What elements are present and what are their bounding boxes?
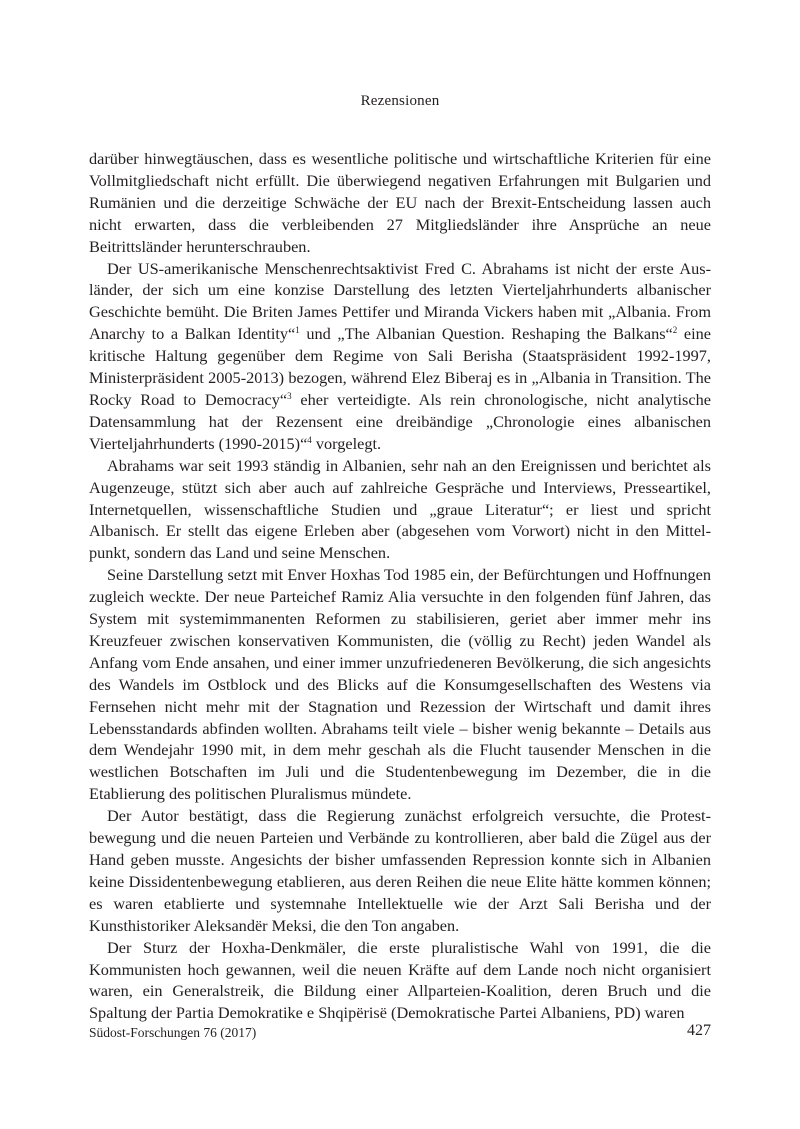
text-run: Der US-amerikanische Menschenrechtsaktivist Fred C. Abrahams ist nicht der erste Ausländer, der sich um eine konzise Darstellung des letzten Vierteljahrhunderts albanischer Geschichte bemüht. Die Briten James Pettifer und Miranda Vickers haben mit „Albania. From Anarchy to a Balkan Identity“: [89, 258, 711, 344]
footnote-marker: 1: [295, 325, 300, 336]
text-run: Abrahams war seit 1993 ständig in Albanien, sehr nah an den Ereignissen und berichtet als Augenzeuge, stützt sich aber auch auf zahlreiche Gespräche und Interviews, Presseartikel, Internetquellen, wissenschaftliche Studien und „graue Literatur“; er liest und spricht Albanisch. Er stellt das eigene Erleben aber (abgesehen vom Vorwort) nicht in den Mittelpunkt, sondern das Land und seine Menschen.: [89, 455, 711, 563]
text-run: Der Autor bestätigt, dass die Regierung zunächst erfolgreich versuchte, die Protestbewegung und die neuen Parteien und Verbände zu kontrollieren, aber bald die Zügel aus der Hand geben musste. Angesichts der bisher umfassenden Repression konnte sich in Albanien keine Dissidentenbewegung etablieren, aus deren Reihen die neue Elite hätte kommen können; es waren etablierte und systemnahe Intellektuelle wie der Arzt Sali Berisha und der Kunsthistoriker Aleksandër Meksi, die den Ton angaben.: [89, 806, 711, 935]
paragraph: [89, 455, 711, 565]
text-run: Seine Darstellung setzt mit Enver Hoxhas Tod 1985 ein, der Befürchtungen und Hoffnungen zugleich weckte. Der neue Parteichef Ramiz Alia versuchte in den folgenden fünf Jahren, das System mit systemimmanenten Reformen zu stabilisieren, geriet aber immer mehr ins Kreuzfeuer zwischen konservativen Kommunisten, die (völlig zu Recht) jeden Wandel als Anfang vom Ende ansahen, und einer immer unzufriedeneren Bevölkerung, die sich angesichts des Wandels im Ostblock und des Blicks auf die Konsumgesellschaften des Westens via Fernsehen nicht mehr mit der Stagnation und Rezession der Wirtschaft und damit ihres Lebensstandards abfinden wollten. Abrahams teilt viele – bisher wenig bekannte – Details aus dem Wendejahr 1990 mit, in dem mehr geschah als die Flucht tausender Menschen in die westlichen Botschaften im Juli und die Studentenbewegung im Dezember, die in die Etablierung des politischen Pluralismus mündete.: [89, 565, 711, 804]
footnote-marker: 3: [287, 390, 292, 401]
text-run: eine kritische Haltung gegenüber dem Regime von Sali Berisha (Staatspräsident 1992-1997, Ministerpräsident 2005-2013) bezogen, während Elez Biberaj es in „Albania in Transition. The Rocky Road to Democracy“: [89, 324, 711, 409]
page-number: 427: [687, 1022, 711, 1039]
text-run: und „The Albanian Question. Reshaping the Balkans“: [299, 324, 673, 344]
footnote-marker: 4: [307, 434, 312, 445]
text-run: darüber hinwegtäuschen, dass es wesentliche politische und wirtschaftliche Kriterien für eine Vollmitgliedschaft nicht erfüllt. Die überwiegend negativen Erfahrungen mit Bulgarien und Rumänien und die derzeitige Schwäche der EU nach der Brexit-Entscheidung lassen auch nicht erwarten, dass die verbleibenden 27 Mitgliedsländer ihre Ansprüche an neue Beitrittsländer herunterschrauben.: [89, 149, 711, 256]
body-text: [89, 148, 711, 1024]
running-head: Rezensionen: [360, 93, 440, 109]
journal-citation: Südost-Forschungen 76 (2017): [89, 1025, 257, 1040]
text-run: Der Sturz der Hoxha-Denkmäler, die erste pluralistische Wahl von 1991, die die Kommunisten hoch gewannen, weil die neuen Kräfte auf dem Lande noch nicht organisiert waren, ein Generalstreik, die Bildung einer Allparteien-Koalition, deren Bruch und die Spaltung der Partia Demokratike e Shqipërisë (Demokratische Partei Albaniens, PD) waren: [89, 937, 711, 1023]
text-run: vorgelegt.: [311, 433, 382, 453]
paragraph: [89, 937, 711, 1025]
paragraph: [89, 564, 711, 805]
text-run: eher verteidigte. Als rein chronologische, nicht analytische Datensammlung hat der Rezensent eine dreibändige „Chronologie eines albanischen Vierteljahrhunderts (1990-2015)“: [89, 389, 711, 453]
paragraph: [89, 805, 711, 936]
paragraph: [89, 148, 711, 258]
paragraph: [89, 258, 711, 455]
footnote-marker: 2: [672, 325, 678, 336]
